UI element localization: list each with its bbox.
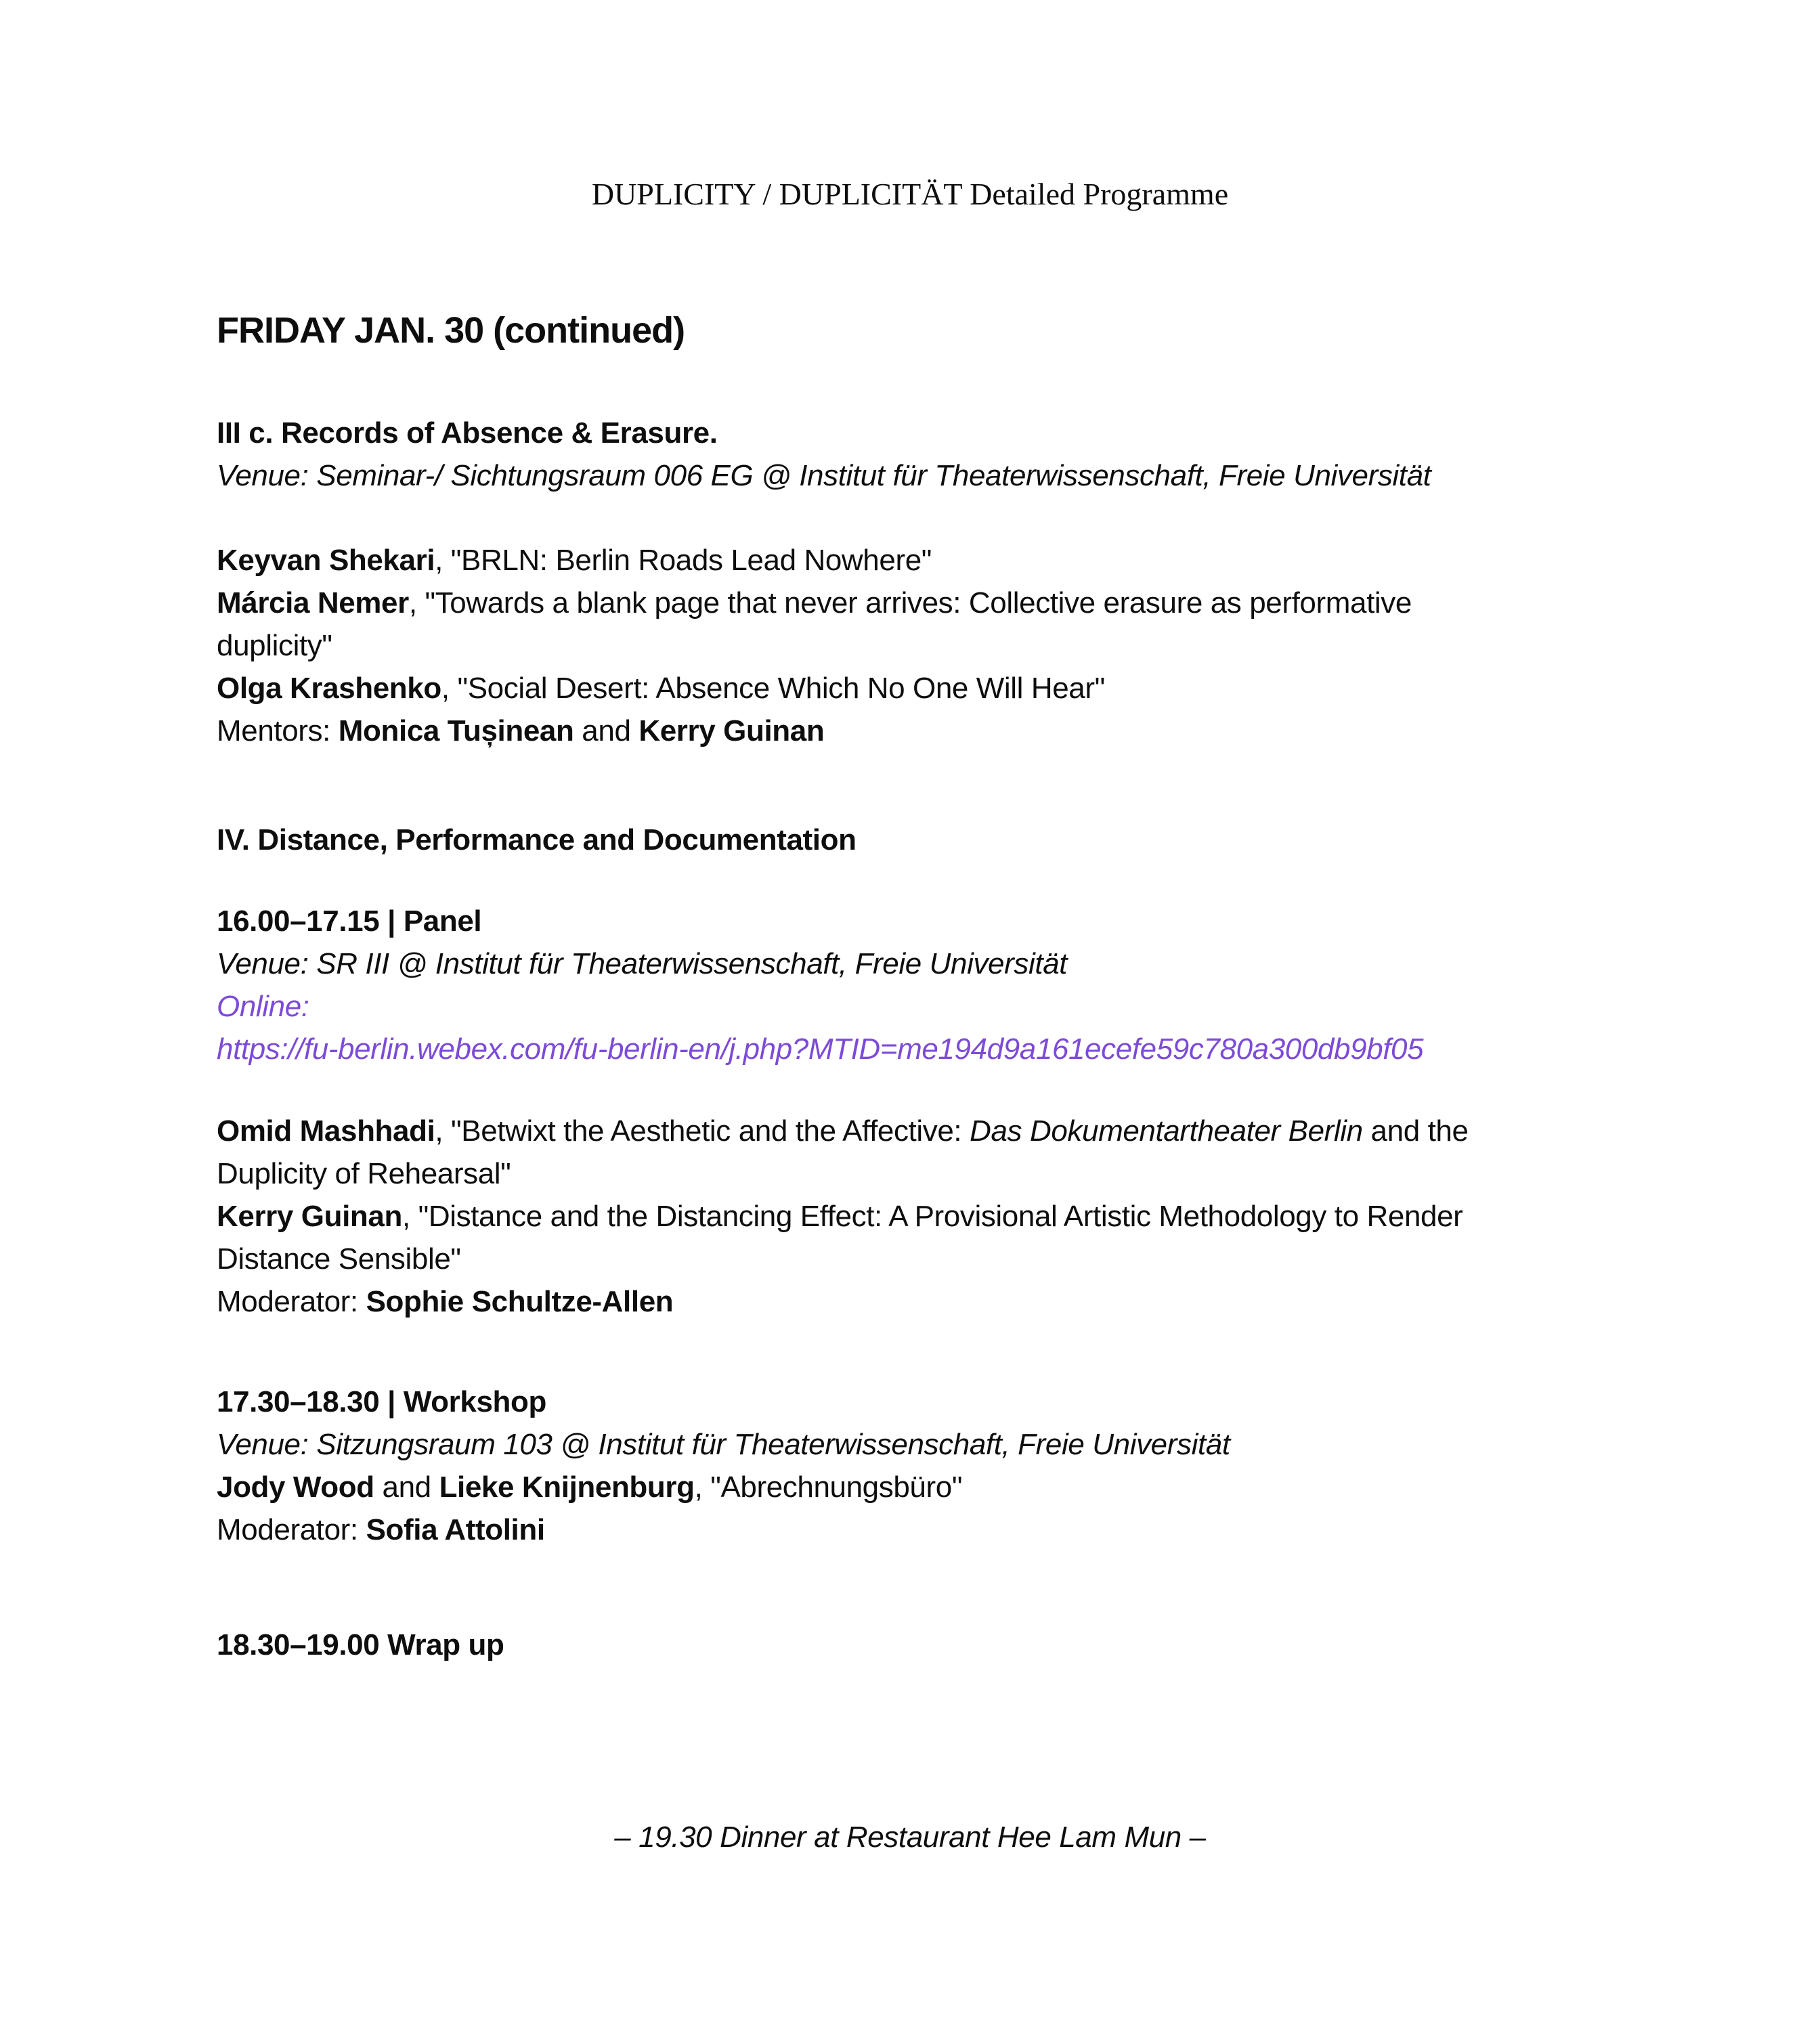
moderator-label: Moderator:	[217, 1285, 366, 1318]
panel-info-block	[217, 900, 1603, 1070]
panel-speakers-block	[217, 1110, 1603, 1323]
session-4-title: IV. Distance, Performance and Documentation	[217, 823, 857, 856]
document-title: DUPLICITY / DUPLICITÄT Detailed Programme	[591, 177, 1229, 211]
speaker-name: Keyvan Shekari	[217, 544, 435, 577]
wrapup-line: 18.30–19.00 Wrap up	[217, 1628, 504, 1661]
talk-title: , "BRLN: Berlin Roads Lead Nowhere"	[435, 544, 932, 577]
speaker-name: Kerry Guinan	[217, 1200, 402, 1233]
online-url-line	[217, 1028, 1603, 1070]
moderator-line	[217, 1280, 1603, 1323]
speaker-name: Jody Wood	[217, 1471, 374, 1504]
speaker-line-marcia	[217, 582, 1603, 624]
speaker-line-olga	[217, 667, 1603, 710]
speaker-line-omid-cont	[217, 1152, 1603, 1195]
talk-title: , "Social Desert: Absence Which No One Will Hear"	[441, 672, 1105, 705]
moderator-name: Sofia Attolini	[366, 1513, 545, 1546]
speakers-conjunction: and	[374, 1471, 439, 1504]
session-3c-title: III c. Records of Absence & Erasure.	[217, 416, 718, 450]
moderator-name: Sophie Schultze-Allen	[366, 1285, 674, 1318]
speaker-line-kerry-cont	[217, 1238, 1603, 1280]
speaker-line-marcia-cont	[217, 624, 1603, 667]
speaker-name: Márcia Nemer	[217, 586, 409, 619]
moderator-label: Moderator:	[217, 1513, 366, 1546]
moderator-line	[217, 1508, 1603, 1551]
speaker-name: Olga Krashenko	[217, 672, 441, 705]
panel-time-slot: 16.00–17.15 | Panel	[217, 905, 482, 938]
workshop-time-slot: 17.30–18.30 | Workshop	[217, 1385, 546, 1418]
session-3c-header	[217, 412, 1603, 497]
webex-link[interactable]: https://fu-berlin.webex.com/fu-berlin-en/j.php?MTID=me194d9a161ecefe59c780a300db9bf05	[217, 1032, 1424, 1066]
mentors-line	[217, 710, 1603, 752]
speaker-line-keyvan	[217, 539, 1603, 582]
workshop-block	[217, 1380, 1603, 1551]
mentors-conjunction: and	[573, 714, 639, 747]
speaker-line-kerry	[217, 1195, 1603, 1238]
session-3c-speakers	[217, 539, 1603, 752]
workshop-venue: Venue: Sitzungsraum 103 @ Institut für Theaterwissenschaft, Freie Universität	[217, 1428, 1230, 1461]
talk-title-continued: Distance Sensible"	[217, 1242, 461, 1276]
mentors-label: Mentors:	[217, 714, 339, 747]
talk-title: , "Abrechnungsbüro"	[694, 1471, 963, 1504]
talk-title: , "Distance and the Distancing Effect: A Provisional Artistic Methodology to Render	[402, 1200, 1463, 1233]
speaker-name: Omid Mashhadi	[217, 1114, 435, 1148]
talk-title-continued: duplicity"	[217, 629, 332, 662]
talk-title-italic: Das Dokumentartheater Berlin	[970, 1114, 1363, 1148]
dinner-note: – 19.30 Dinner at Restaurant Hee Lam Mun –	[614, 1821, 1206, 1854]
talk-title-continued: Duplicity of Rehearsal"	[217, 1157, 511, 1190]
session-3c-venue: Venue: Seminar-/ Sichtungsraum 006 EG @ Institut für Theaterwissenschaft, Freie Universität	[217, 459, 1431, 492]
mentor-name: Kerry Guinan	[638, 714, 825, 747]
panel-venue: Venue: SR III @ Institut für Theaterwissenschaft, Freie Universität	[217, 947, 1068, 980]
talk-title: and the	[1362, 1114, 1469, 1148]
workshop-speakers-line	[217, 1466, 1603, 1508]
online-label: Online:	[217, 990, 309, 1023]
mentor-name: Monica Tușinean	[338, 714, 574, 747]
talk-title: , "Betwixt the Aesthetic and the Affective:	[435, 1114, 970, 1148]
day-heading: FRIDAY JAN. 30 (continued)	[217, 310, 685, 351]
speaker-name: Lieke Knijnenburg	[439, 1471, 695, 1504]
talk-title: , "Towards a blank page that never arrives: Collective erasure as performative	[408, 586, 1412, 619]
speaker-line-omid	[217, 1110, 1603, 1152]
